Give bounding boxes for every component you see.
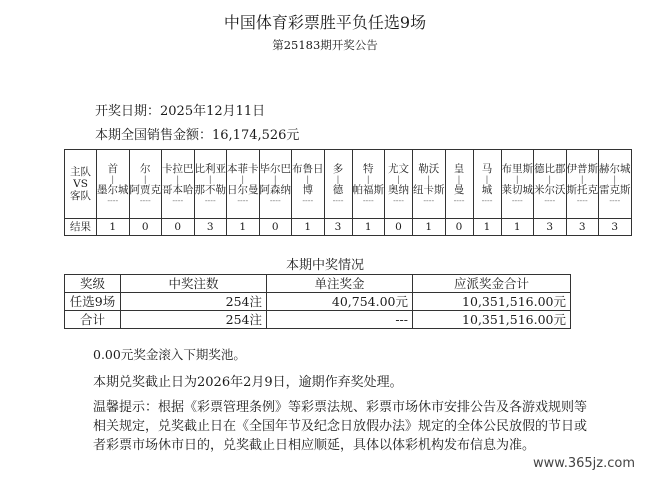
match-cell	[129, 150, 162, 219]
vs-separator: |	[336, 174, 340, 184]
prize-level-cell: 任选9场	[65, 293, 121, 311]
dash-separator: ----	[172, 195, 184, 205]
match-result: 0	[385, 219, 413, 236]
dash-separator: ----	[511, 195, 523, 205]
dash-separator: ----	[609, 195, 621, 205]
match-result: 0	[162, 219, 195, 236]
away-team: 博	[302, 183, 313, 196]
team-label-cell	[65, 150, 97, 219]
dash-separator: ----	[481, 195, 493, 205]
vs-separator: |	[613, 174, 617, 184]
match-cell	[445, 150, 473, 219]
dash-separator: ----	[302, 195, 314, 205]
unit-prize-cell: 40,754.00元	[267, 293, 413, 311]
away-team: 哥本哈	[162, 183, 194, 196]
away-team: 阿贾克	[129, 183, 161, 196]
match-result: 1	[413, 219, 446, 236]
match-cell	[162, 150, 195, 219]
home-team: 德比郡	[534, 162, 566, 175]
vs-separator: |	[143, 174, 147, 184]
match-result: 3	[599, 219, 632, 236]
home-team: 马	[481, 162, 493, 175]
dash-separator: ----	[393, 195, 404, 205]
home-team: 勒沃	[418, 162, 440, 175]
prize-table	[64, 274, 571, 329]
away-team: 日尔曼	[227, 183, 259, 196]
vs-separator: |	[111, 174, 115, 184]
match-cell	[352, 150, 385, 219]
match-cell	[473, 150, 501, 219]
vs-separator: |	[241, 174, 245, 184]
away-label: 客队	[70, 190, 91, 202]
home-team: 伊普斯	[566, 162, 598, 175]
winner-count-cell: 254注	[121, 293, 267, 311]
vs-separator: |	[580, 174, 584, 184]
match-table	[64, 149, 632, 236]
vs-separator: |	[485, 174, 489, 184]
result-row	[65, 219, 632, 236]
dash-separator: ----	[269, 195, 281, 205]
vs-separator: |	[515, 174, 519, 184]
match-result: 3	[324, 219, 352, 236]
match-cell	[534, 150, 567, 219]
away-team: 那不勒	[194, 183, 226, 196]
vs-separator: |	[548, 174, 552, 184]
sales-total: 本期全国销售金额：16,174,526元	[95, 128, 300, 143]
home-team: 毕尔巴	[259, 162, 291, 175]
home-team: 首	[107, 162, 118, 175]
away-team: 阿森纳	[259, 183, 291, 196]
match-result: 3	[566, 219, 599, 236]
column-header: 中奖注数	[121, 275, 267, 293]
away-team: 奥纳	[388, 183, 409, 196]
table-row	[65, 293, 571, 311]
home-team: 本菲卡	[227, 162, 259, 175]
home-team: 赫尔城	[599, 162, 631, 175]
vs-separator: |	[457, 174, 461, 184]
column-header: 单注奖金	[267, 275, 413, 293]
teams-row	[65, 150, 632, 219]
match-cell	[227, 150, 260, 219]
away-team: 莱切城	[501, 183, 533, 196]
match-cell	[292, 150, 325, 219]
match-cell	[413, 150, 446, 219]
dash-separator: ----	[453, 195, 465, 205]
dash-separator: ----	[139, 195, 151, 205]
winner-count-cell: 254注	[121, 311, 267, 329]
match-cell	[324, 150, 352, 219]
away-team: 城	[481, 183, 493, 196]
total-prize-cell: 10,351,516.00元	[413, 311, 571, 329]
vs-separator: |	[397, 174, 400, 184]
total-prize-cell: 10,351,516.00元	[413, 293, 571, 311]
home-team: 卡拉巴	[162, 162, 194, 175]
match-result: 1	[473, 219, 501, 236]
notice-paragraph: 温馨提示：根据《彩票管理条例》等彩票法规、彩票市场休市安排公告及各游戏规则等相关规定，兑奖截止日在《全国年节及纪念日放假办法》规定的全体公民放假的节日或者彩票市场休市日的，兑奖截止日相应顺延，具体以体彩机构发布信息为准。	[93, 400, 588, 453]
site-watermark: www.365jz.com	[533, 456, 635, 471]
prize-level-cell: 合计	[65, 311, 121, 329]
dash-separator: ----	[362, 195, 374, 205]
match-cell	[501, 150, 534, 219]
home-team: 皇	[453, 162, 465, 175]
match-result: 1	[501, 219, 534, 236]
home-team: 尤文	[388, 162, 409, 175]
away-team: 德	[332, 183, 344, 196]
away-team: 墨尔城	[97, 183, 129, 196]
column-header: 奖级	[65, 275, 121, 293]
match-result: 1	[292, 219, 325, 236]
vs-separator: |	[427, 174, 431, 184]
match-cell	[385, 150, 413, 219]
match-result: 3	[534, 219, 567, 236]
dash-separator: ----	[544, 195, 556, 205]
match-cell	[259, 150, 292, 219]
dash-separator: ----	[204, 195, 216, 205]
dash-separator: ----	[237, 195, 249, 205]
prize-header-row	[65, 275, 571, 293]
home-team: 尔	[140, 162, 151, 175]
away-team: 斯托克	[566, 183, 598, 196]
match-cell	[194, 150, 227, 219]
dash-separator: ----	[423, 195, 435, 205]
unit-prize-cell: ---	[267, 311, 413, 329]
home-team: 布里斯	[501, 162, 533, 175]
table-row	[65, 311, 571, 329]
vs-separator: |	[306, 174, 310, 184]
dash-separator: ----	[576, 195, 588, 205]
match-result: 0	[129, 219, 162, 236]
home-team: 布鲁日	[292, 162, 324, 175]
away-team: 帕福斯	[352, 183, 384, 196]
dash-separator: ----	[107, 195, 119, 205]
column-header: 应派奖金合计	[413, 275, 571, 293]
dash-separator: ----	[332, 195, 344, 205]
match-cell	[599, 150, 632, 219]
away-team: 曼	[453, 183, 465, 196]
away-team: 米尔沃	[534, 183, 566, 196]
result-label: 结果	[65, 219, 97, 236]
vs-label: VS	[73, 178, 88, 190]
match-result: 3	[194, 219, 227, 236]
match-result: 1	[97, 219, 130, 236]
rollover-note: 0.00元奖金滚入下期奖池。	[93, 347, 246, 362]
vs-separator: |	[273, 174, 277, 184]
match-result: 1	[352, 219, 385, 236]
vs-separator: |	[176, 174, 180, 184]
vs-separator: |	[366, 174, 370, 184]
issue-subtitle: 第25183期开奖公告	[272, 38, 378, 52]
page-title: 中国体育彩票胜平负任选9场	[223, 13, 427, 32]
home-team: 多	[332, 162, 344, 175]
match-result: 0	[445, 219, 473, 236]
match-result: 1	[227, 219, 260, 236]
away-team: 纽卡斯	[413, 183, 445, 196]
prize-heading: 本期中奖情况	[285, 258, 364, 273]
match-result: 0	[259, 219, 292, 236]
home-team: 比利亚	[194, 162, 226, 175]
home-label: 主队	[70, 166, 91, 178]
home-team: 特	[363, 162, 374, 175]
claim-deadline: 本期兑奖截止日为2026年2月9日，逾期作弃奖处理。	[93, 375, 403, 390]
away-team: 雷克斯	[599, 183, 631, 196]
vs-separator: |	[208, 174, 212, 184]
match-cell	[97, 150, 130, 219]
match-cell	[566, 150, 599, 219]
draw-date: 开奖日期：2025年12月11日	[95, 104, 266, 119]
